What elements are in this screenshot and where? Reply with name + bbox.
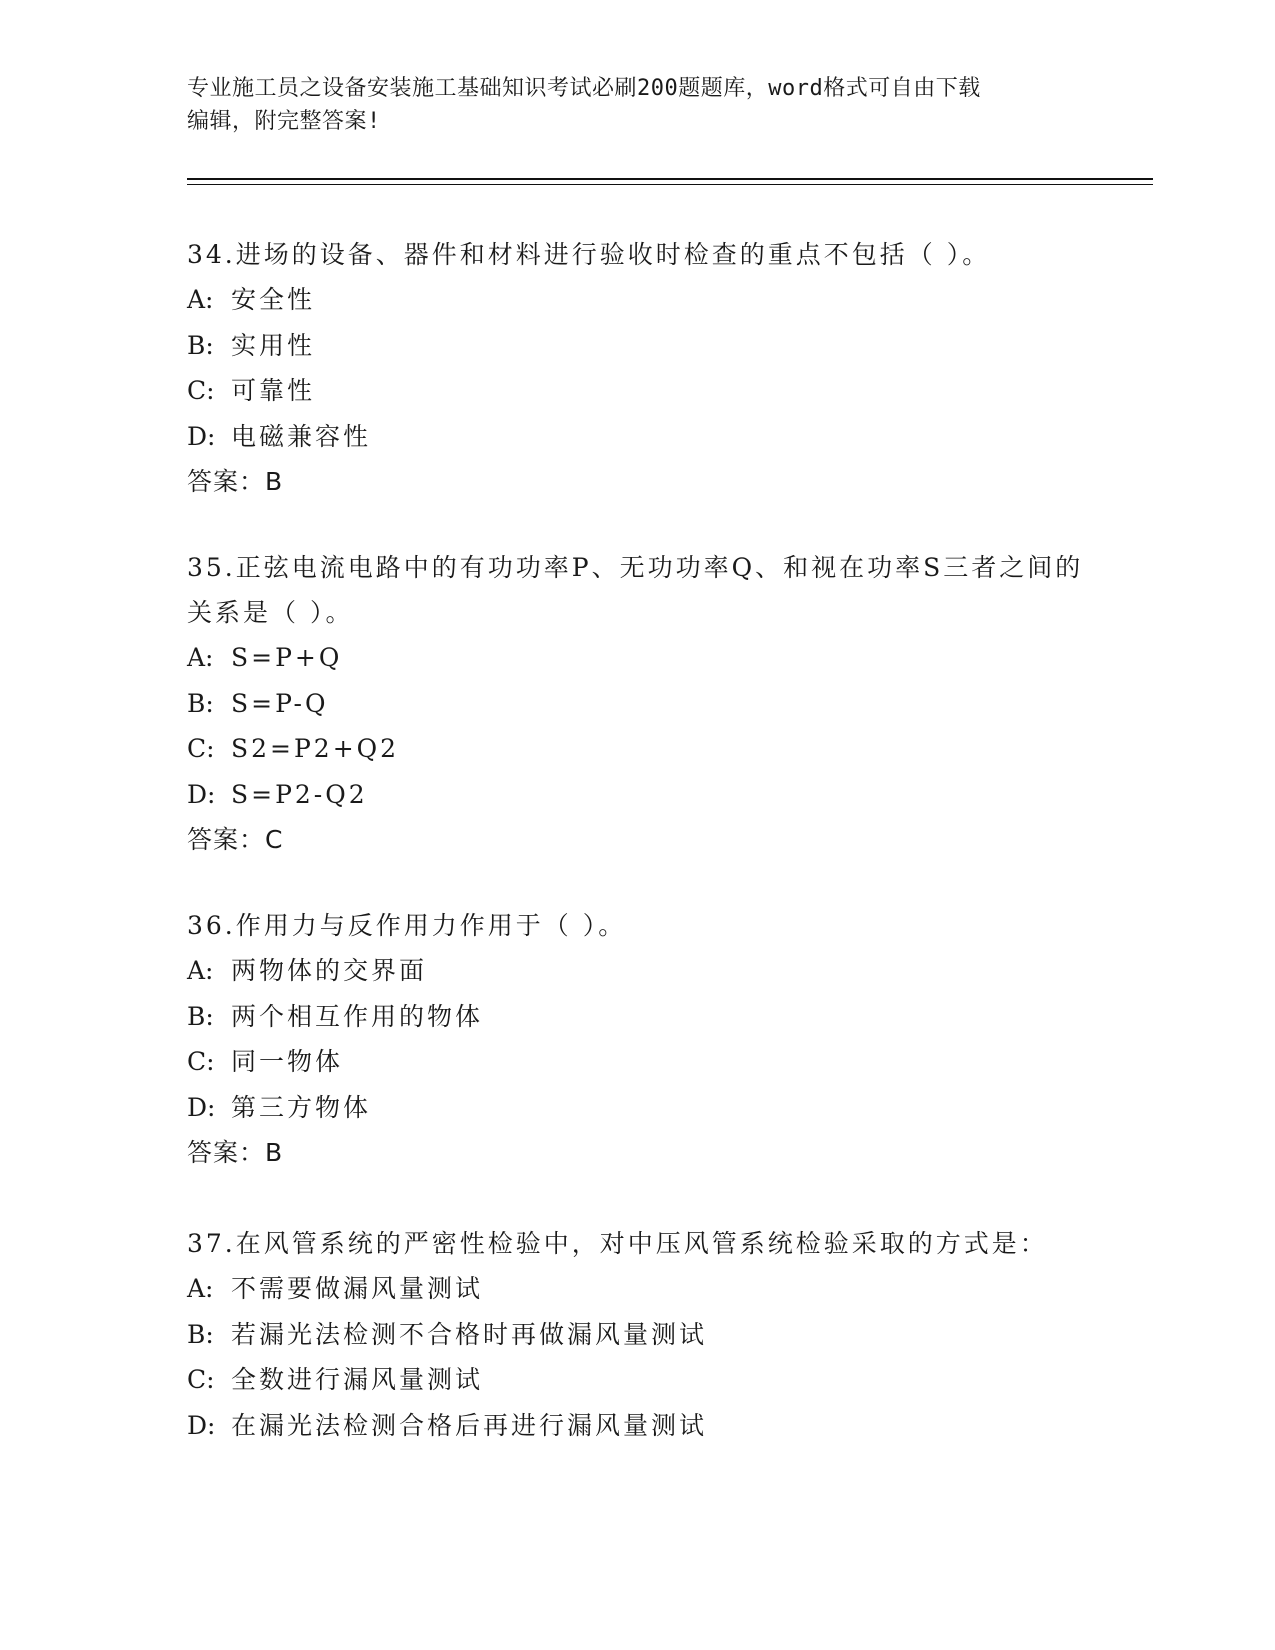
option-letter: D:	[187, 1092, 216, 1122]
question-stem: 34.进场的设备、器件和材料进行验收时检查的重点不包括（ ）。	[187, 240, 991, 269]
answer-label: 答案：B	[187, 1138, 284, 1167]
option-text: 两物体的交界面	[231, 956, 428, 985]
header-divider-thin	[187, 184, 1153, 185]
document-header	[187, 72, 1067, 138]
option-text: S=P-Q	[231, 688, 329, 718]
answer-label: 答案：B	[187, 467, 284, 496]
option-a	[187, 277, 1087, 323]
option-b	[187, 323, 1087, 369]
option-text: 同一物体	[231, 1047, 344, 1076]
option-text: 安全性	[231, 285, 316, 314]
question-37	[187, 1221, 1087, 1448]
answer-label: 答案：C	[187, 825, 284, 854]
header-divider-thick	[187, 178, 1153, 180]
option-a	[187, 1266, 1087, 1312]
option-a	[187, 635, 1087, 681]
option-letter: A:	[187, 1274, 214, 1303]
option-c	[187, 368, 1087, 414]
option-letter: A:	[187, 643, 214, 672]
option-c	[187, 1039, 1087, 1085]
option-text: S=P+Q	[231, 643, 343, 672]
option-text: 全数进行漏风量测试	[231, 1365, 484, 1394]
question-34	[187, 232, 1087, 504]
option-b	[187, 994, 1087, 1040]
option-text: S=P2-Q2	[231, 779, 368, 809]
header-line-2: 编辑，附完整答案!	[187, 109, 381, 134]
question-stem: 37.在风管系统的严密性检验中，对中压风管系统检验采取的方式是：	[187, 1229, 1048, 1258]
option-letter: C:	[187, 376, 215, 405]
option-letter: A:	[187, 285, 214, 314]
option-text: 实用性	[231, 330, 316, 360]
option-d	[187, 772, 1087, 818]
option-text: 第三方物体	[231, 1092, 372, 1122]
question-35	[187, 545, 1087, 862]
option-text: 电磁兼容性	[231, 421, 372, 451]
option-letter: B:	[187, 688, 214, 718]
option-c	[187, 726, 1087, 772]
option-d	[187, 414, 1087, 460]
option-text: S2=P2+Q2	[231, 734, 400, 763]
option-letter: D:	[187, 1410, 216, 1440]
option-d	[187, 1085, 1087, 1131]
option-letter: B:	[187, 1001, 214, 1031]
option-letter: A:	[187, 956, 214, 985]
header-line-1: 专业施工员之设备安装施工基础知识考试必刷200题题库，word格式可自由下载	[187, 76, 981, 101]
option-text: 若漏光法检测不合格时再做漏风量测试	[231, 1319, 708, 1349]
option-a	[187, 948, 1087, 994]
option-b	[187, 681, 1087, 727]
question-stem: 35.正弦电流电路中的有功功率P、无功功率Q、和视在功率S三者之间的关系是（ ）。	[187, 553, 1084, 627]
option-text: 两个相互作用的物体	[231, 1001, 484, 1031]
question-36	[187, 903, 1087, 1175]
option-letter: D:	[187, 421, 216, 451]
option-c	[187, 1357, 1087, 1403]
option-letter: D:	[187, 779, 216, 809]
option-text: 可靠性	[231, 376, 316, 405]
option-text: 不需要做漏风量测试	[231, 1274, 484, 1303]
option-letter: B:	[187, 330, 214, 360]
option-text: 在漏光法检测合格后再进行漏风量测试	[231, 1410, 708, 1440]
option-d	[187, 1403, 1087, 1449]
question-stem: 36.作用力与反作用力作用于（ ）。	[187, 911, 627, 940]
option-letter: B:	[187, 1319, 214, 1349]
option-letter: C:	[187, 734, 215, 763]
option-b	[187, 1312, 1087, 1358]
option-letter: C:	[187, 1047, 215, 1076]
option-letter: C:	[187, 1365, 215, 1394]
